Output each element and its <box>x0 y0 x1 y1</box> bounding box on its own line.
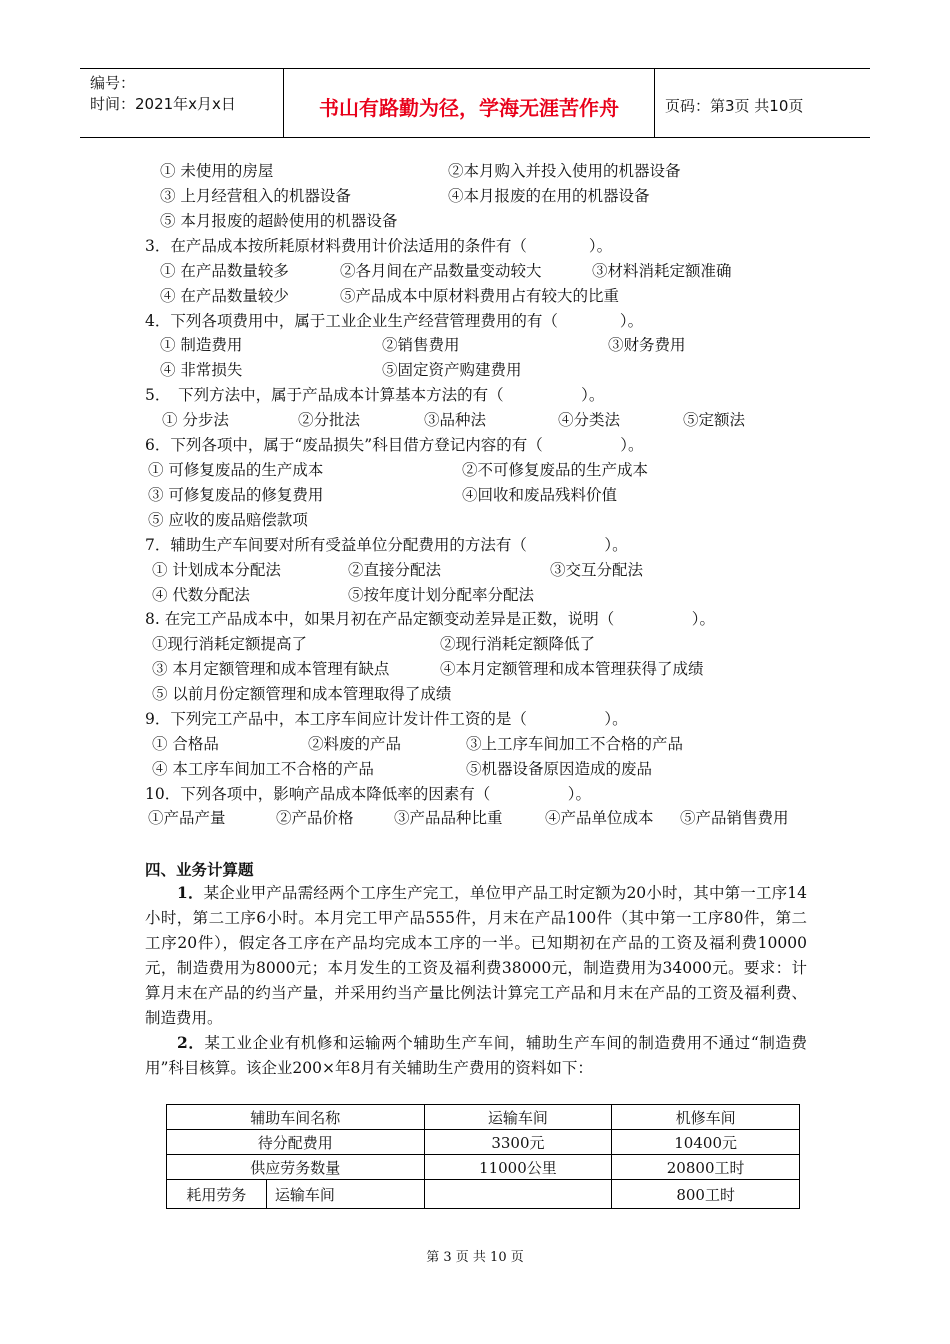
option: ④产品单位成本 <box>545 809 654 827</box>
table-cell: 机修车间 <box>612 1105 800 1130</box>
option: ②本月购入并投入使用的机器设备 <box>448 162 681 180</box>
question-4: 4．下列各项费用中，属于工业企业生产经营管理费用的有（ ）。 <box>145 312 644 330</box>
problem-2-text: 某工业企业有机修和运输两个辅助生产车间，辅助生产车间的制造费用不通过“制造费用”科目核算。该企业200×年8月有关辅助生产费用的资料如下： <box>145 1034 807 1077</box>
table-cell <box>424 1180 612 1209</box>
option: ① 未使用的房屋 <box>160 162 274 180</box>
date-label: 时间：2021年x月x日 <box>90 95 236 113</box>
option: ③ 可修复废品的修复费用 <box>148 486 324 504</box>
table-cell: 20800工时 <box>612 1155 800 1180</box>
option: ②分批法 <box>298 411 361 429</box>
option: ④ 非常损失 <box>160 361 243 379</box>
problem-2-number: 2． <box>177 1033 205 1052</box>
question-8: 8. 在完工产品成本中，如果月初在产品定额变动差异是正数，说明（ ）。 <box>145 610 715 628</box>
option: ⑤按年度计划分配率分配法 <box>348 586 535 604</box>
option: ③材料消耗定额准确 <box>592 262 732 280</box>
option: ⑤ 应收的废品赔偿款项 <box>148 511 308 529</box>
option: ① 合格品 <box>152 735 219 753</box>
option: ②各月间在产品数量变动较大 <box>340 262 542 280</box>
option: ⑤ 本月报废的超龄使用的机器设备 <box>160 212 398 230</box>
option: ②销售费用 <box>382 336 460 354</box>
option: ⑤产品成本中原材料费用占有较大的比重 <box>340 287 620 305</box>
option: ④回收和废品残料价值 <box>462 486 618 504</box>
question-7: 7．辅助生产车间要对所有受益单位分配费用的方法有（ ）。 <box>145 536 628 554</box>
problem-1-text: 某企业甲产品需经两个工序生产完工，单位甲产品工时定额为20小时，其中第一工序14小时，第二工序6小时。本月完工甲产品555件，月末在产品100件（其中第一工序80件，第二工序20件），假定各工序在产品均完成本工序的一半。已知期初在产品的工资及福利费10000元，制造费用为8000元；本月发生的工资及福利费38000元，制造费用为34000元。要求：计算月末在产品的约当产量，并采用约当产量比例法计算完工产品和月末在产品的工资及福利费、制造费用。 <box>145 884 807 1027</box>
option: ②现行消耗定额降低了 <box>440 635 596 653</box>
option: ③ 上月经营租入的机器设备 <box>160 187 351 205</box>
option: ③财务费用 <box>608 336 686 354</box>
table-row <box>167 1180 800 1209</box>
option: ⑤固定资产购建费用 <box>382 361 522 379</box>
option: ③ 本月定额管理和成本管理有缺点 <box>152 660 390 678</box>
problem-2 <box>145 1030 807 1081</box>
header-motto-cell <box>284 69 655 137</box>
option: ⑤机器设备原因造成的废品 <box>466 760 653 778</box>
option: ②产品价格 <box>276 809 354 827</box>
table-cell: 3300元 <box>424 1130 612 1155</box>
question-10: 10．下列各项中，影响产品成本降低率的因素有（ ）。 <box>145 785 591 803</box>
option: ④本月报废的在用的机器设备 <box>448 187 650 205</box>
option: ④ 本工序车间加工不合格的产品 <box>152 760 374 778</box>
page-footer: 第 3 页 共 10 页 <box>426 1250 524 1265</box>
option: ④ 在产品数量较少 <box>160 287 289 305</box>
option: ②料废的产品 <box>308 735 402 753</box>
option: ① 计划成本分配法 <box>152 561 281 579</box>
option: ① 分步法 <box>162 411 229 429</box>
table-cell: 运输车间 <box>266 1180 424 1209</box>
option: ③交互分配法 <box>550 561 644 579</box>
header-page-cell <box>655 69 870 137</box>
question-6: 6．下列各项中，属于“废品损失”科目借方登记内容的有（ ）。 <box>145 436 644 454</box>
table-cell: 运输车间 <box>424 1105 612 1130</box>
section-title: 四、业务计算题 <box>145 861 254 879</box>
option: ① 制造费用 <box>160 336 243 354</box>
table-row <box>167 1130 800 1155</box>
motto: 书山有路勤为径，学海无涯苦作舟 <box>319 96 619 120</box>
table-cell: 耗用劳务 <box>167 1180 267 1209</box>
option: ①产品产量 <box>148 809 226 827</box>
problem-1 <box>145 880 807 1031</box>
table-cell: 供应劳务数量 <box>167 1155 425 1180</box>
option: ⑤定额法 <box>683 411 746 429</box>
page-number-label: 页码：第3页 共10页 <box>665 97 804 115</box>
option: ②不可修复废品的生产成本 <box>462 461 649 479</box>
table-row <box>167 1105 800 1130</box>
option: ③上工序车间加工不合格的产品 <box>466 735 684 753</box>
option: ③产品品种比重 <box>394 809 503 827</box>
table-cell: 11000公里 <box>424 1155 612 1180</box>
table-row <box>167 1155 800 1180</box>
option: ①现行消耗定额提高了 <box>152 635 308 653</box>
page-header <box>80 68 870 138</box>
option: ④本月定额管理和成本管理获得了成绩 <box>440 660 704 678</box>
header-meta-cell <box>80 69 284 137</box>
option: ⑤ 以前月份定额管理和成本管理取得了成绩 <box>152 685 452 703</box>
option: ① 可修复废品的生产成本 <box>148 461 324 479</box>
question-9: 9．下列完工产品中，本工序车间应计发计件工资的是（ ）。 <box>145 710 628 728</box>
table-cell: 10400元 <box>612 1130 800 1155</box>
table-cell: 辅助车间名称 <box>167 1105 425 1130</box>
question-5: 5． 下列方法中，属于产品成本计算基本方法的有（ ）。 <box>145 386 605 404</box>
option: ③品种法 <box>424 411 487 429</box>
expense-table <box>166 1104 800 1209</box>
option: ① 在产品数量较多 <box>160 262 289 280</box>
table-cell: 800工时 <box>612 1180 800 1209</box>
problem-1-number: 1． <box>177 883 204 902</box>
number-label: 编号： <box>90 74 136 92</box>
question-3: 3．在产品成本按所耗原材料费用计价法适用的条件有（ ）。 <box>145 237 613 255</box>
option: ②直接分配法 <box>348 561 442 579</box>
option: ④ 代数分配法 <box>152 586 250 604</box>
option: ④分类法 <box>558 411 621 429</box>
table-cell: 待分配费用 <box>167 1130 425 1155</box>
option: ⑤产品销售费用 <box>680 809 789 827</box>
